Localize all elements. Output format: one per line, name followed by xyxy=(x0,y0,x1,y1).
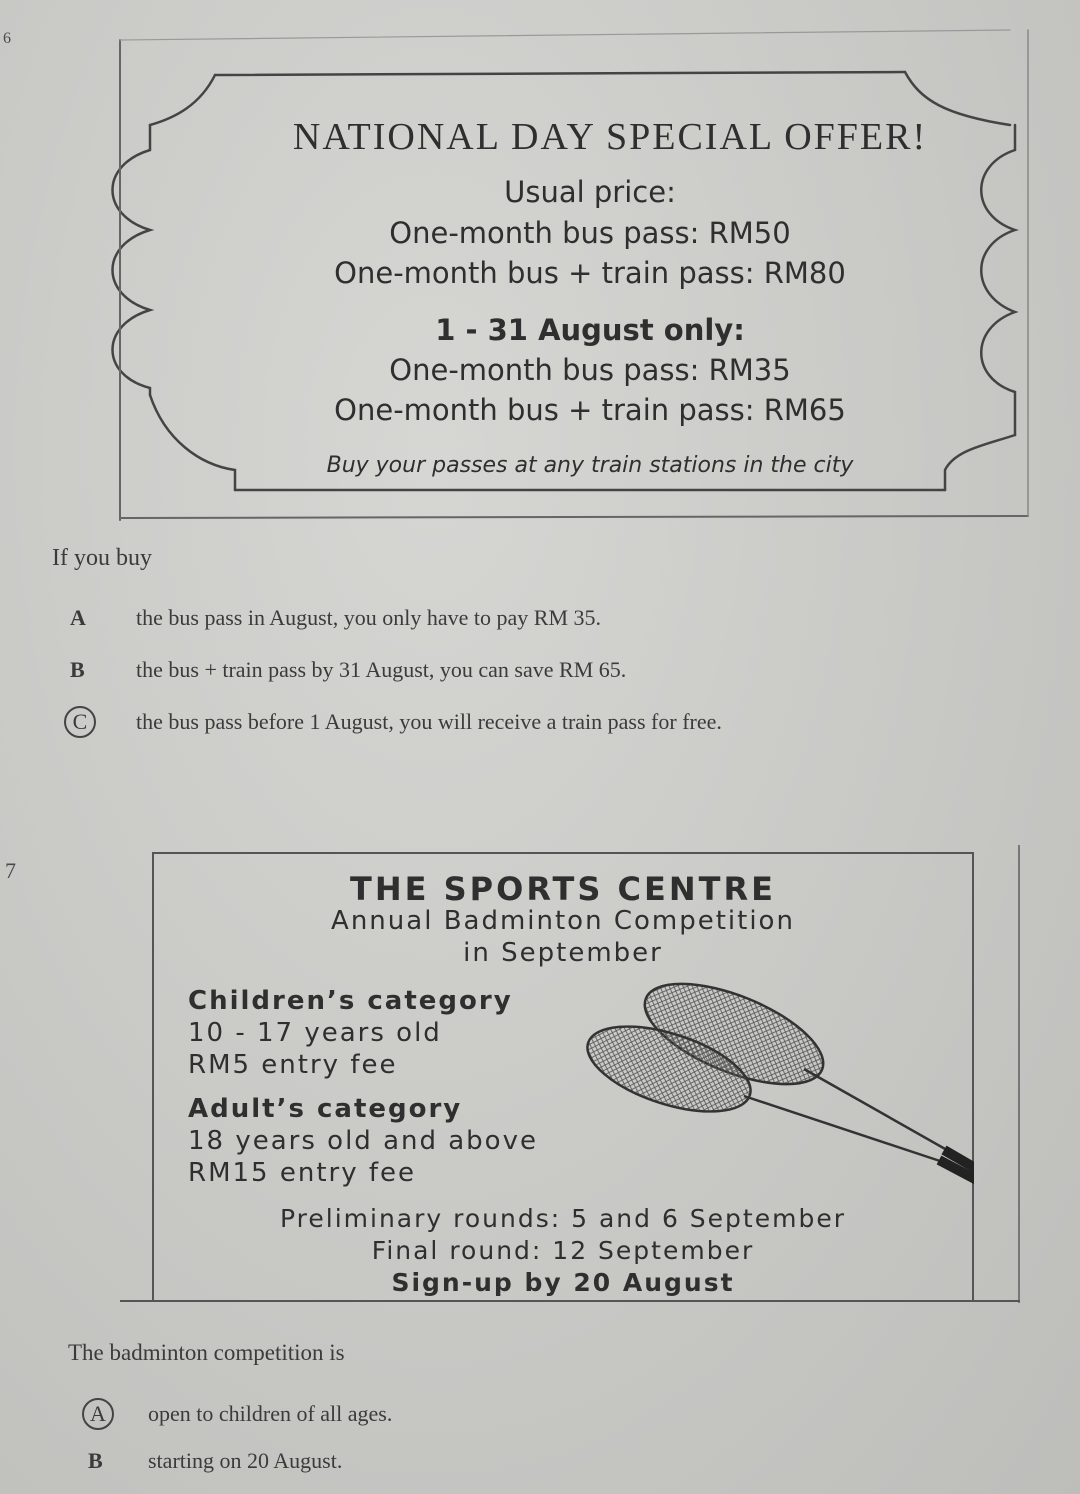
question-number-7: 7 xyxy=(5,858,16,883)
usual-price-heading: Usual price: xyxy=(504,175,676,209)
circled-answer-mark: A xyxy=(82,1398,114,1430)
children-category-heading: Children’s category xyxy=(188,986,513,1016)
option-text: the bus pass in August, you only have to pay RM 35. xyxy=(136,605,602,630)
option-text: the bus + train pass by 31 August, you can save RM 65. xyxy=(136,657,627,682)
poster-frame-bottom xyxy=(120,1300,1020,1302)
q6-option-c[interactable] xyxy=(70,706,722,738)
offer-bus-price: One-month bus pass: RM35 xyxy=(389,353,791,387)
q6-option-b[interactable] xyxy=(70,657,626,683)
q7-option-a[interactable] xyxy=(88,1398,392,1430)
signup-deadline: Sign-up by 20 August xyxy=(391,1268,735,1297)
poster-subtitle-1: Annual Badminton Competition xyxy=(331,906,795,936)
offer-period-heading: 1 - 31 August only: xyxy=(435,313,745,347)
adult-age-range: 18 years old and above xyxy=(188,1126,538,1156)
option-text: the bus pass before 1 August, you will receive a train pass for free. xyxy=(136,709,722,734)
circled-answer-mark: C xyxy=(64,706,96,738)
adult-category-heading: Adult’s category xyxy=(188,1094,463,1124)
q6-option-a[interactable] xyxy=(70,605,601,631)
poster-title: THE SPORTS CENTRE xyxy=(350,870,776,908)
preliminary-rounds: Preliminary rounds: 5 and 6 September xyxy=(280,1204,846,1233)
option-letter: B xyxy=(70,657,85,682)
option-letter-wrap xyxy=(88,1398,148,1430)
children-age-range: 10 - 17 years old xyxy=(188,1018,442,1048)
option-letter: A xyxy=(70,605,86,630)
option-letter: B xyxy=(88,1448,103,1473)
children-entry-fee: RM5 entry fee xyxy=(188,1050,398,1080)
badminton-racquets-icon xyxy=(574,974,974,1214)
question-7-stem: The badminton competition is xyxy=(68,1340,345,1365)
ticket-footer: Buy your passes at any train stations in the city xyxy=(326,453,854,478)
option-letter-wrap xyxy=(70,706,136,738)
option-text: starting on 20 August. xyxy=(148,1448,343,1473)
adult-entry-fee: RM15 entry fee xyxy=(188,1158,417,1188)
usual-bus-train-price: One-month bus + train pass: RM80 xyxy=(334,256,846,290)
final-round: Final round: 12 September xyxy=(371,1236,755,1265)
offer-bus-train-price: One-month bus + train pass: RM65 xyxy=(334,393,846,427)
poster-subtitle-2: in September xyxy=(463,938,663,968)
usual-bus-price: One-month bus pass: RM50 xyxy=(389,216,791,250)
sports-centre-poster xyxy=(152,852,974,1302)
question-6-stem: If you buy xyxy=(52,545,152,571)
q7-option-b[interactable] xyxy=(88,1448,342,1474)
question-number-6: 6 xyxy=(3,30,11,47)
ticket-advertisement xyxy=(0,0,1080,530)
offer-title: NATIONAL DAY SPECIAL OFFER! xyxy=(292,116,928,158)
option-text: open to children of all ages. xyxy=(148,1401,393,1426)
poster-frame-right xyxy=(1018,845,1020,1303)
